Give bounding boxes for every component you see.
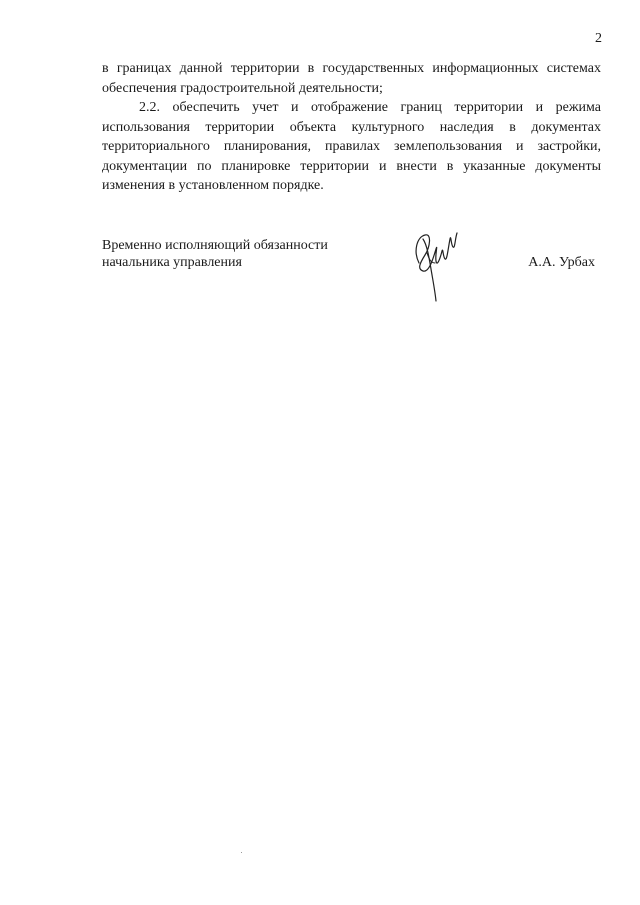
signatory-position-line1: Временно исполняющий обязанности	[102, 238, 328, 253]
page-number: 2	[595, 31, 602, 46]
handwritten-signature-icon	[405, 229, 465, 305]
scan-speck	[241, 852, 242, 853]
document-body	[102, 59, 601, 196]
paragraph-2-2: 2.2. обеспечить учет и отображение границ территории и режима использования территории объекта культурного наследия в документах территориального планирования, правилах землепользования и застройки, документации по планировке территории и внести в указанные документы изменения в установленном порядке.	[102, 100, 601, 193]
signatory-position-line2: начальника управления	[102, 255, 242, 270]
signatory-name: А.А. Урбах	[528, 255, 595, 270]
signature-block	[102, 237, 601, 317]
paragraph-continuation: в границах данной территории в государственных информационных системах обеспечения градостроительной деятельности;	[102, 61, 601, 96]
signatory-position	[102, 237, 328, 271]
